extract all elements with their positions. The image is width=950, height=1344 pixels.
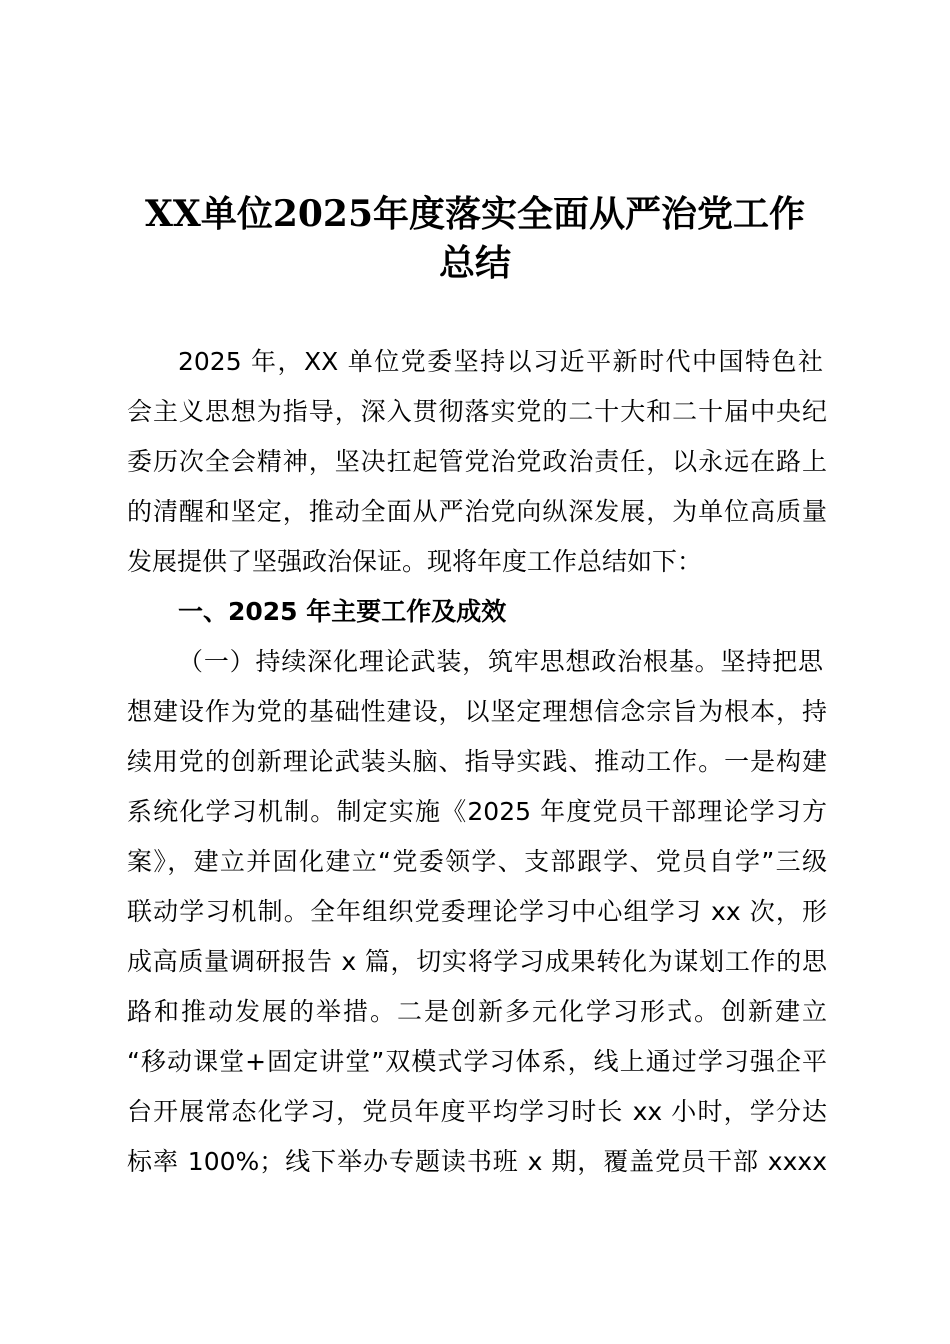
intro-paragraph-line: 发展提供了坚强政治保证。现将年度工作总结如下： (127, 547, 703, 576)
intro-paragraph-line: 2025 年，XX 单位党委坚持以习近平新时代中国特色社 (178, 347, 823, 376)
body-paragraph-line: 案》，建立并固化建立“党委领学、支部跟学、党员自学”三级 (127, 847, 827, 876)
section-heading: 一、2025 年主要工作及成效 (178, 597, 507, 626)
body-paragraph-line: 想建设作为党的基础性建设，以坚定理想信念宗旨为根本，持 (127, 697, 827, 726)
body-paragraph-line: 联动学习机制。全年组织党委理论学习中心组学习 xx 次，形 (127, 897, 827, 926)
document-title-line-1: XX单位2025年度落实全面从严治党工作 (144, 193, 806, 235)
intro-paragraph-line: 委历次全会精神，坚决扛起管党治党政治责任，以永远在路上 (127, 447, 827, 476)
body-paragraph-line: 系统化学习机制。制定实施《2025 年度党员干部理论学习方 (127, 797, 827, 826)
body-paragraph-line: 成高质量调研报告 x 篇，切实将学习成果转化为谋划工作的思 (127, 947, 827, 976)
document-title-line-2: 总结 (438, 242, 511, 284)
body-paragraph-line: “移动课堂+固定讲堂”双模式学习体系，线上通过学习强企平 (127, 1047, 827, 1076)
intro-paragraph-line: 的清醒和坚定，推动全面从严治党向纵深发展，为单位高质量 (127, 497, 827, 526)
body-paragraph-line: 标率 100%；线下举办专题读书班 x 期，覆盖党员干部 xxxx (127, 1147, 827, 1176)
body-paragraph-line: （一）持续深化理论武装，筑牢思想政治根基。坚持把思 (178, 647, 823, 676)
intro-paragraph-line: 会主义思想为指导，深入贯彻落实党的二十大和二十届中央纪 (127, 397, 827, 426)
body-paragraph-line: 续用党的创新理论武装头脑、指导实践、推动工作。一是构建 (127, 747, 827, 776)
body-paragraph-line: 台开展常态化学习，党员年度平均学习时长 xx 小时，学分达 (127, 1097, 827, 1126)
body-paragraph-line: 路和推动发展的举措。二是创新多元化学习形式。创新建立 (127, 997, 827, 1026)
